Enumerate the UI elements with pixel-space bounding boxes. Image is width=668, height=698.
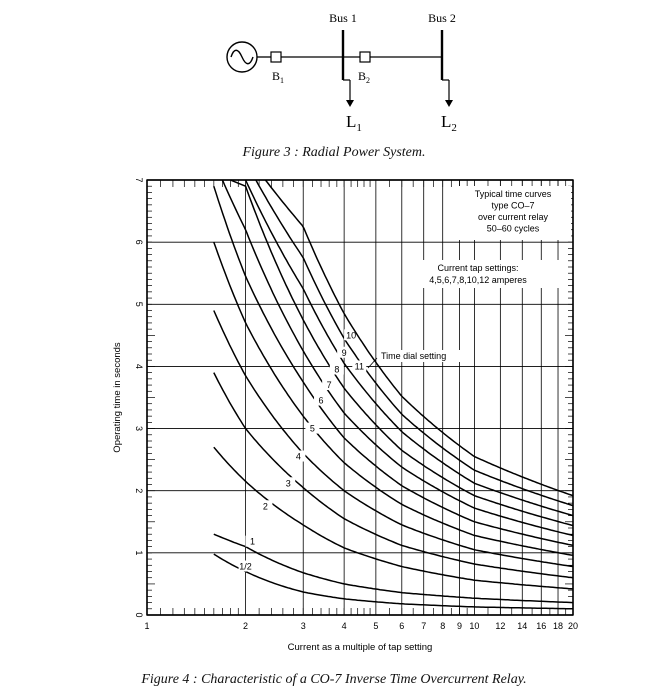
- title-line: over current relay: [477, 212, 549, 222]
- curve-label-1-2: 1/2: [239, 561, 252, 572]
- y-tick-label: 0: [134, 612, 144, 618]
- x-tick-label: 7: [421, 621, 427, 631]
- chart-ticks: [112, 177, 578, 653]
- figure-3-caption: Figure 3 : Radial Power System.: [242, 145, 426, 160]
- curve-label-6: 6: [318, 395, 324, 406]
- x-tick-label: 4: [341, 621, 347, 631]
- x-tick-label: 20: [567, 621, 579, 631]
- y-tick-label: 1: [134, 550, 144, 556]
- curve-label-7: 7: [326, 380, 332, 391]
- title-line: 50–60 cycles: [486, 223, 540, 234]
- tap-note-line: 4,5,6,7,8,10,12 amperes: [429, 275, 527, 285]
- curve-label-4: 4: [295, 451, 301, 462]
- curve-label-5: 5: [309, 423, 315, 434]
- bus2-label: Bus 2: [428, 11, 456, 25]
- y-tick-label: 5: [134, 301, 144, 307]
- x-tick-label: 2: [243, 621, 249, 631]
- load2-label: $L_2$: [441, 112, 457, 134]
- plot-frame: [147, 180, 573, 615]
- chart-annotations: [368, 186, 571, 368]
- y-tick-label: 4: [134, 363, 144, 369]
- x-tick-label: 8: [440, 621, 446, 631]
- x-axis-label: Current as a multiple of tap setting: [287, 642, 433, 653]
- title-line: type CO–7: [491, 200, 535, 211]
- curve-dial-6: [214, 186, 573, 545]
- figure-4-caption: Figure 4 : Characteristic of a CO-7 Inverse Time Overcurrent Relay.: [141, 672, 527, 687]
- y-tick-label: 7: [134, 177, 144, 183]
- breaker-b1-label: $B_1$: [272, 69, 285, 85]
- load1-label: $L_1$: [346, 112, 362, 134]
- curve-dial-4: [214, 311, 573, 567]
- curve-label-8: 8: [334, 364, 340, 375]
- curve-dial-2: [214, 447, 573, 589]
- tap-note-line: Current tap settings:: [437, 263, 519, 273]
- x-tick-label: 1: [144, 621, 150, 631]
- dial-note: Time dial setting: [381, 351, 447, 361]
- x-tick-label: 10: [469, 621, 480, 631]
- curve-label-11: 11: [354, 361, 364, 372]
- chart-grid: [147, 180, 573, 615]
- x-tick-label: 18: [553, 621, 564, 631]
- x-tick-label: 3: [300, 621, 306, 631]
- x-tick-label: 9: [456, 621, 462, 631]
- x-tick-label: 14: [517, 621, 528, 631]
- y-axis-label: Operating time in seconds: [112, 342, 123, 453]
- curve-label-1: 1: [249, 536, 256, 547]
- x-tick-label: 16: [536, 621, 547, 631]
- curve-label-2: 2: [262, 501, 268, 512]
- y-tick-label: 6: [134, 239, 144, 245]
- curve-label-9: 9: [341, 347, 347, 358]
- x-tick-label: 6: [399, 621, 405, 631]
- x-tick-label: 12: [495, 621, 506, 631]
- y-tick-label: 2: [134, 488, 144, 494]
- title-line: Typical time curves: [474, 189, 552, 199]
- x-tick-label: 5: [373, 621, 379, 631]
- breaker-b2-label: $B_2$: [358, 69, 371, 85]
- chart-curves: [214, 180, 573, 609]
- curve-label-3: 3: [285, 478, 291, 489]
- y-tick-label: 3: [134, 426, 144, 432]
- bus1-label: Bus 1: [329, 11, 357, 25]
- curve-label-10: 10: [346, 330, 357, 341]
